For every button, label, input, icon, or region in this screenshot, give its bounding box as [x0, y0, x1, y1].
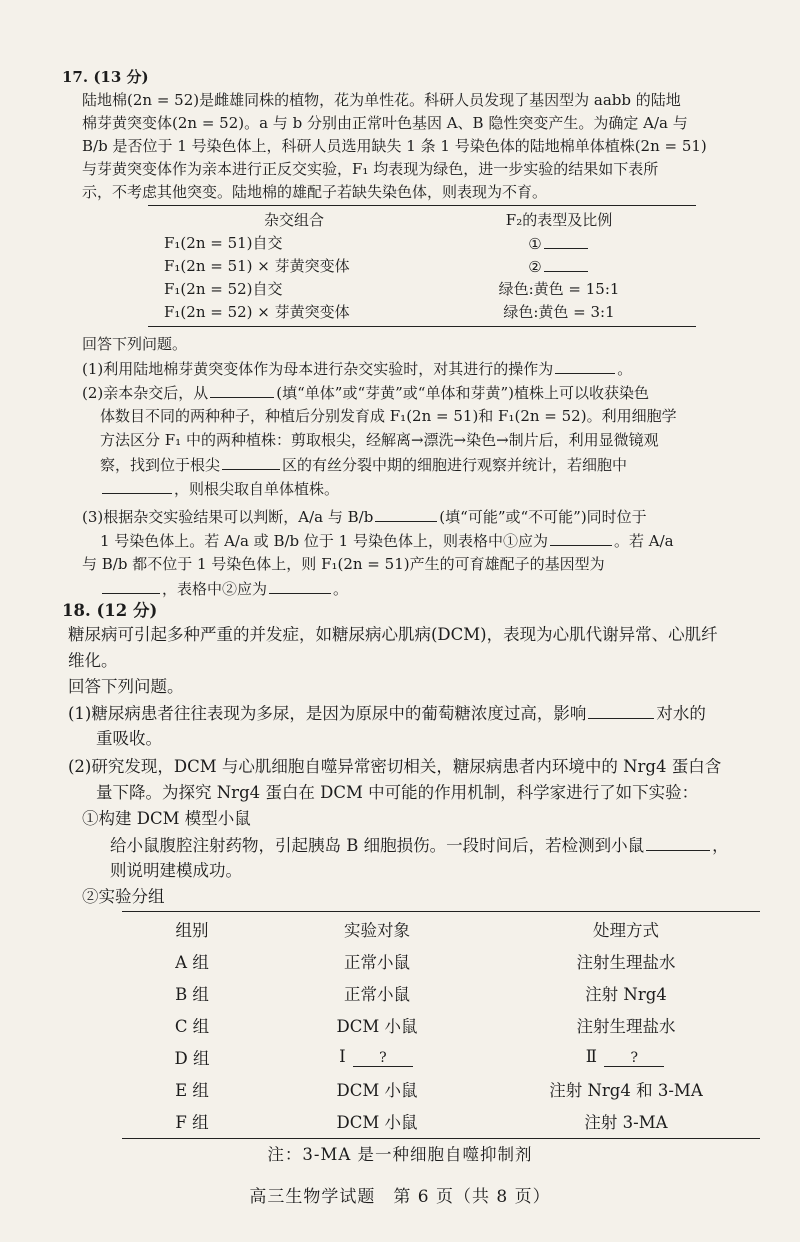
step-2-title: ②实验分组	[82, 887, 165, 906]
q17-part-3-line: 与 B/b 都不位于 1 号染色体上，则 F₁(2n = 51)产生的可育雄配子的基因型为	[82, 555, 605, 573]
q17-part-3	[82, 505, 647, 528]
table-cell: DCM 小鼠	[336, 1017, 418, 1036]
table-cell: F₁(2n = 52) × 芽黄突变体	[164, 303, 350, 321]
text: 。	[333, 580, 349, 598]
table-row	[122, 1041, 760, 1073]
table-row	[160, 254, 690, 277]
question-mark: ?	[379, 1050, 387, 1066]
answer-blank[interactable]	[269, 577, 331, 594]
table-row	[160, 231, 690, 254]
table-cell: F₁(2n = 51)自交	[164, 234, 283, 252]
table-cell	[262, 1041, 492, 1073]
q17-intro-line: 与芽黄突变体作为亲本进行正反交实验，F₁ 均表现为绿色，进一步实验的结果如下表所	[82, 160, 659, 178]
q18-part-2-line: 量下降。为探究 Nrg4 蛋白在 DCM 中可能的作用机制，科学家进行了如下实验：	[96, 783, 699, 802]
text: 给小鼠腹腔注射药物，引起胰岛 B 细胞损伤。一段时间后，若检测到小鼠	[110, 836, 645, 855]
answer-blank[interactable]	[646, 834, 710, 851]
table-cell: F₁(2n = 52)自交	[164, 280, 283, 298]
text: ，	[712, 836, 729, 855]
step-1-line	[110, 834, 729, 857]
table-cell: DCM 小鼠	[336, 1113, 418, 1132]
q17-part-2-line: 体数目不同的两种种子，种植后分别发育成 F₁(2n = 51)和 F₁(2n = 52)。利用细胞学	[100, 407, 677, 425]
table-cell: D 组	[174, 1049, 210, 1068]
q18-header: 18. (12 分)	[62, 601, 158, 620]
table-header-row	[122, 913, 760, 945]
table-cell: 正常小鼠	[344, 985, 410, 1004]
table-cell: A 组	[175, 953, 209, 972]
table-row	[122, 1009, 760, 1041]
text: (填“单体”或“芽黄”或“单体和芽黄”)植株上可以收获染色	[276, 384, 649, 402]
answer-blank[interactable]	[222, 453, 280, 470]
q17-intro-line: 棉芽黄突变体(2n = 52)。a 与 b 分别由正常叶色基因 A、B 隐性突变产生。为确定 A/a 与	[82, 114, 688, 132]
table-cell: F₁(2n = 51) × 芽黄突变体	[164, 257, 350, 275]
text: 。若 A/a	[613, 532, 674, 550]
q18-intro-line: 维化。	[68, 651, 118, 670]
table-header-row	[160, 208, 690, 231]
q17-intro-line: 示，不考虑其他突变。陆地棉的雄配子若缺失染色体，则表现为不育。	[82, 183, 548, 201]
table-cell: 注射生理盐水	[576, 953, 676, 972]
text: 区的有丝分裂中期的细胞进行观察并统计，若细胞中	[282, 456, 628, 474]
q17-part-3-line	[100, 529, 674, 552]
q17-part-1	[82, 357, 632, 380]
table-bottom-rule	[122, 1138, 760, 1139]
text: (填“可能”或“不可能”)同时位于	[439, 508, 647, 526]
q17-header: 17. (13 分)	[62, 68, 149, 86]
step-1-title: ①构建 DCM 模型小鼠	[82, 809, 251, 828]
table-header: 组别	[175, 921, 209, 940]
table-bottom-rule	[148, 326, 696, 327]
answer-blank[interactable]	[102, 477, 172, 494]
q17-part-2-line	[100, 453, 627, 476]
table-cell: F 组	[175, 1113, 209, 1132]
q17-intro-line: B/b 是否位于 1 号染色体上，科研人员选用缺失 1 条 1 号染色体的陆地棉单体植株(2n = 51)	[82, 137, 707, 155]
q18-intro-line: 糖尿病可引起多种严重的并发症，如糖尿病心肌病(DCM)，表现为心肌代谢异常、心肌纤	[68, 625, 718, 644]
question-mark: ?	[630, 1050, 638, 1066]
text: (3)根据杂交实验结果可以判断，A/a 与 B/b	[82, 508, 374, 526]
table-top-rule	[148, 205, 696, 206]
text: 。	[617, 360, 633, 378]
answer-blank[interactable]	[588, 702, 654, 719]
q17-part-2-line: 方法区分 F₁ 中的两种植株：剪取根尖，经解离→漂洗→染色→制片后，利用显微镜观	[100, 431, 659, 449]
answer-blank[interactable]	[550, 529, 612, 546]
q17-intro-line: 陆地棉(2n = 52)是雌雄同株的植物，花为单性花。科研人员发现了基因型为 aabb 的陆地	[82, 91, 681, 109]
table-cell: C 组	[174, 1017, 210, 1036]
table-cell: 绿色:黄色 = 15:1	[498, 280, 620, 298]
text: (1)糖尿病患者往往表现为多尿，是因为原尿中的葡萄糖浓度过高，影响	[68, 704, 587, 723]
text: 1 号染色体上。若 A/a 或 B/b 位于 1 号染色体上，则表格中①应为	[100, 532, 548, 550]
table-row	[160, 300, 690, 323]
table-cell: B 组	[175, 985, 209, 1004]
answer-mark: ②	[528, 258, 542, 276]
text: (1)利用陆地棉芽黄突变体作为母本进行杂交实验时，对其进行的操作为	[82, 360, 554, 378]
table-cell	[428, 254, 690, 277]
q18-part-1-line: 重吸收。	[96, 729, 162, 748]
table-header: 处理方式	[593, 921, 659, 940]
table-row	[122, 945, 760, 977]
q18-table	[122, 913, 760, 1137]
answer-blank[interactable]	[555, 357, 615, 374]
answer-prompt: 回答下列问题。	[68, 677, 184, 696]
table-cell: 注射 Nrg4 和 3-MA	[549, 1081, 703, 1100]
q18-part-1	[68, 702, 706, 725]
roman-numeral: I	[339, 1047, 346, 1066]
page-footer: 高三生物学试题 第 6 页（共 8 页）	[249, 1187, 551, 1207]
q17-part-2	[82, 381, 649, 404]
roman-numeral: Ⅱ	[585, 1047, 597, 1066]
answer-prompt: 回答下列问题。	[82, 335, 188, 353]
table-cell: 注射 Nrg4	[585, 985, 667, 1004]
table-note: 注：3-MA 是一种细胞自噬抑制剂	[267, 1145, 533, 1164]
q17-part-2-line	[100, 477, 339, 500]
table-cell	[492, 1041, 760, 1073]
text: ，则根尖取自单体植株。	[174, 480, 340, 498]
table-header: 实验对象	[344, 921, 410, 940]
text: 察，找到位于根尖	[100, 456, 221, 474]
table-cell: 正常小鼠	[344, 953, 410, 972]
answer-blank[interactable]	[544, 255, 588, 272]
q17-part-3-line	[100, 577, 348, 600]
table-cell	[428, 231, 690, 254]
step-1-line: 则说明建模成功。	[110, 861, 242, 880]
table-row	[160, 277, 690, 300]
answer-blank[interactable]	[375, 505, 437, 522]
answer-blank[interactable]	[604, 1050, 664, 1067]
table-cell: 绿色:黄色 = 3:1	[503, 303, 615, 321]
table-cell: 注射 3-MA	[584, 1113, 668, 1132]
q17-table	[160, 208, 690, 323]
answer-blank[interactable]	[544, 232, 588, 249]
answer-blank[interactable]	[102, 577, 160, 594]
answer-blank[interactable]	[353, 1050, 413, 1067]
table-row	[122, 1105, 760, 1137]
text: ，表格中②应为	[162, 580, 268, 598]
q18-part-2: (2)研究发现，DCM 与心肌细胞自噬异常密切相关，糖尿病患者内环境中的 Nrg4 蛋白含	[68, 757, 722, 776]
answer-blank[interactable]	[210, 381, 274, 398]
table-row	[122, 977, 760, 1009]
table-cell: 注射生理盐水	[576, 1017, 676, 1036]
table-cell: DCM 小鼠	[336, 1081, 418, 1100]
table-row	[122, 1073, 760, 1105]
table-cell: E 组	[175, 1081, 209, 1100]
table-header: F₂的表型及比例	[505, 211, 613, 229]
text: 对水的	[656, 704, 706, 723]
table-top-rule	[122, 911, 760, 912]
answer-mark: ①	[528, 235, 542, 253]
table-header: 杂交组合	[263, 211, 324, 229]
text: (2)亲本杂交后，从	[82, 384, 209, 402]
